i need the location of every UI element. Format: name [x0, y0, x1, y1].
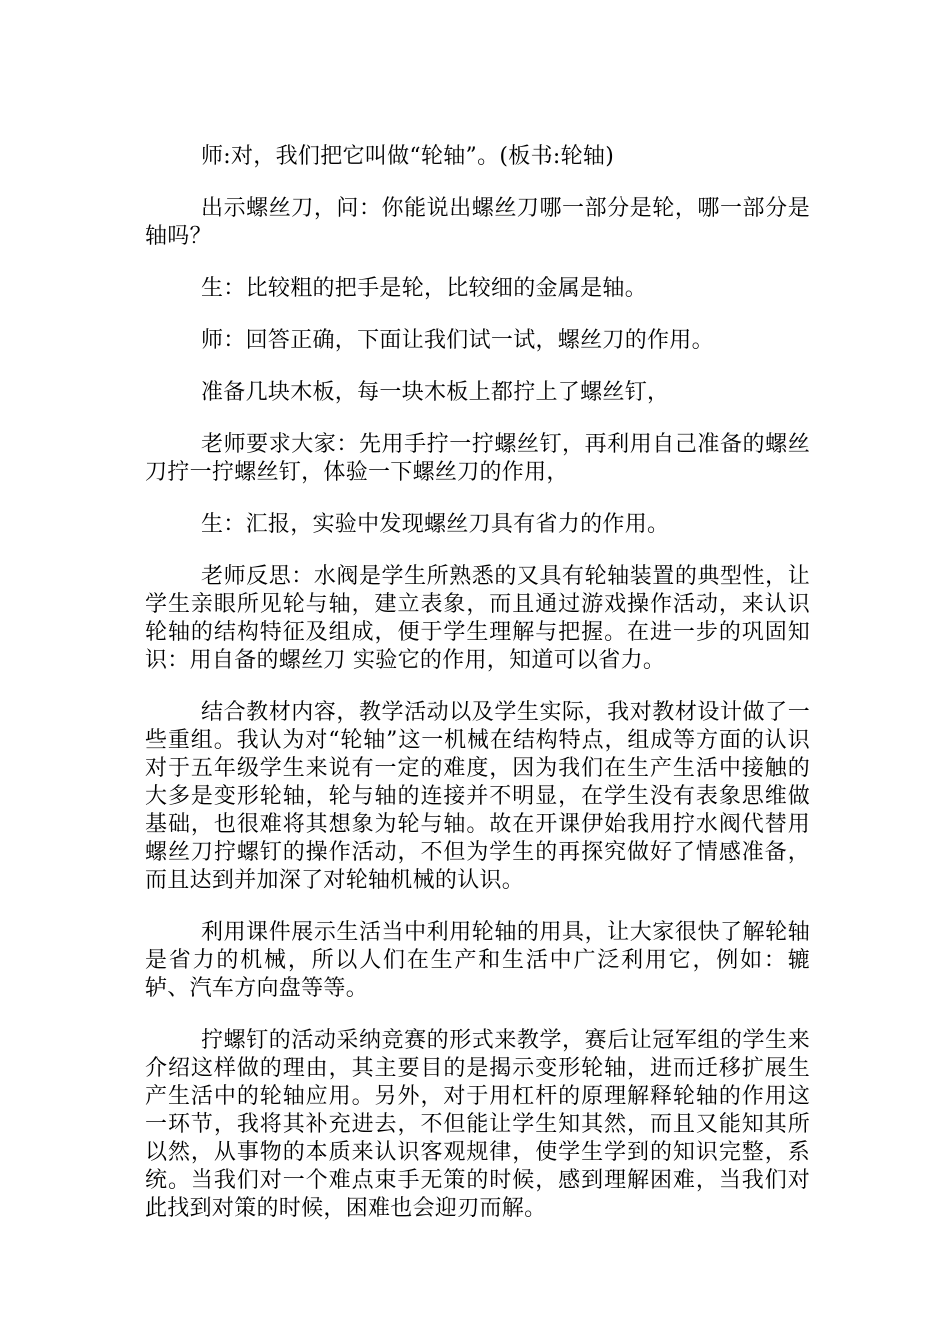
document-body: [145, 143, 810, 1247]
paragraph-teacher-confirm: 师：回答正确，下面让我们试一试，螺丝刀的作用。: [201, 328, 714, 353]
paragraph-student-report: 生：汇报，实验中发现螺丝刀具有省力的作用。: [201, 512, 670, 537]
paragraph-screwdriver-question: 出示螺丝刀，问：你能说出螺丝刀哪一部分是轮，哪一部分是轴吗？: [145, 196, 810, 249]
paragraph-teacher-reflection: 老师反思：水阀是学生所熟悉的又具有轮轴装置的典型性，让学生亲眼所见轮与轴，建立表象，而且通过游戏操作活动，来认识轮轴的结构特征及组成，便于学生理解与把握。在进一步的巩固知识：用自备的螺丝刀 实验它的作用，知道可以省力。: [145, 564, 810, 673]
paragraph-prepare-boards: 准备几块木板，每一块木板上都拧上了螺丝钉，: [201, 380, 670, 405]
paragraph-courseware: 利用课件展示生活当中利用轮轴的用具，让大家很快了解轮轴是省力的机械，所以人们在生产和生活中广泛利用它，例如：辘轳、汽车方向盘等等。: [145, 920, 810, 1001]
paragraph-teacher-naming: 师:对，我们把它叫做“轮轴”。(板书:轮轴): [201, 144, 615, 169]
paragraph-competition: 拧螺钉的活动采纳竞赛的形式来教学，赛后让冠军组的学生来介绍这样做的理由，其主要目的是揭示变形轮轴，进而迁移扩展生产生活中的轮轴应用。另外，对于用杠杆的原理解释轮轴的作用这一环节，我将其补充进去，不但能让学生知其然，而且又能知其所以然，从事物的本质来认识客观规律，使学生学到的知识完整，系统。当我们对一个难点束手无策的时候，感到理解困难，当我们对此找到对策的时候，困难也会迎刃而解。: [145, 1028, 810, 1221]
paragraph-restructure: 结合教材内容，教学活动以及学生实际，我对教材设计做了一些重组。我认为对“轮轴”这一机械在结构特点，组成等方面的认识对于五年级学生来说有一定的难度，因为我们在生产生活中接触的大多是变形轮轴，轮与轴的连接并不明显，在学生没有表象思维做基础，也很难将其想象为轮与轴。故在开课伊始我用拧水阀代替用螺丝刀拧螺钉的操作活动，不但为学生的再探究做好了情感准备，而且达到并加深了对轮轴机械的认识。: [145, 700, 810, 893]
paragraph-student-answer: 生：比较粗的把手是轮，比较细的金属是轴。: [201, 276, 648, 301]
paragraph-teacher-request: 老师要求大家：先用手拧一拧螺丝钉，再利用自己准备的螺丝刀拧一拧螺丝钉，体验一下螺丝刀的作用，: [145, 432, 810, 485]
